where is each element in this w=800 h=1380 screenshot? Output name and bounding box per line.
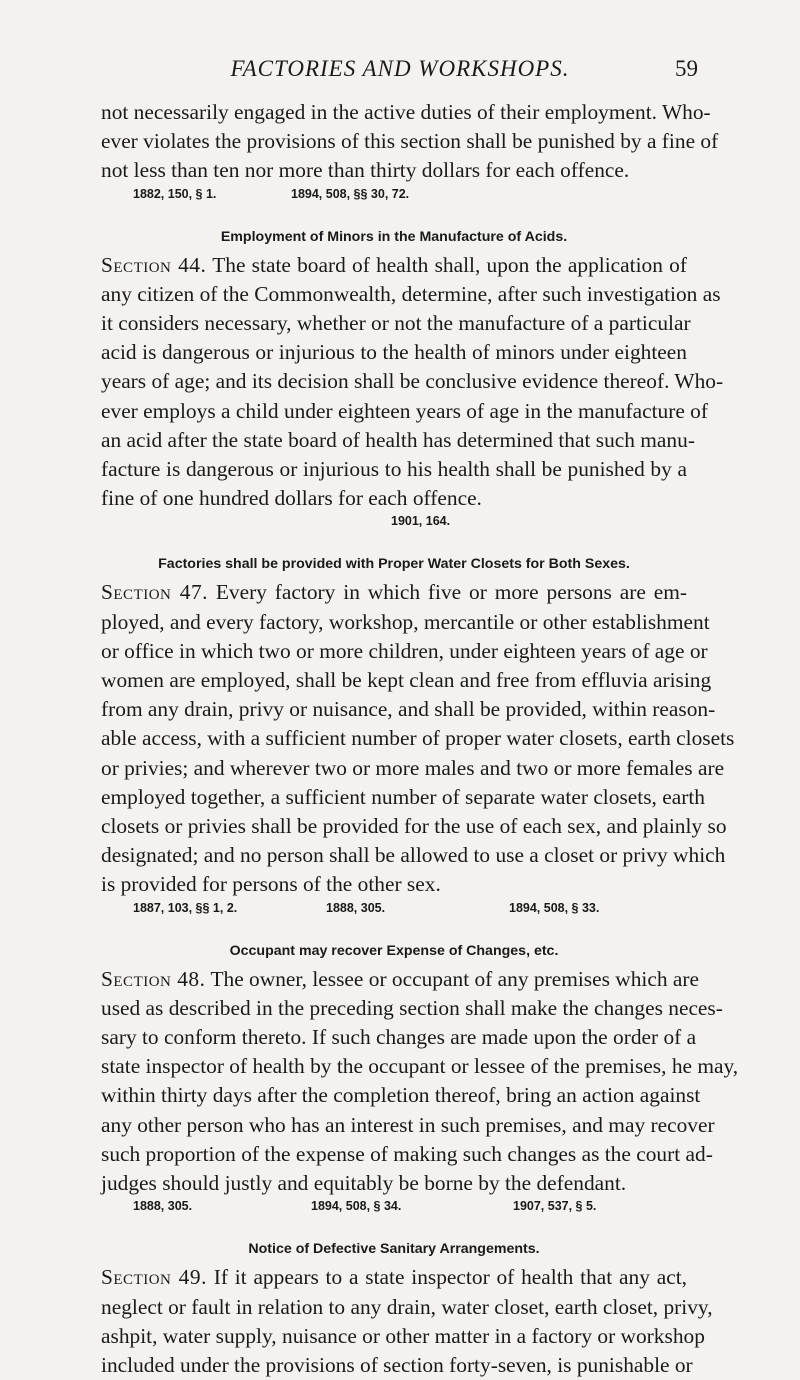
text-line: it considers necessary, whether or not the manufacture of a particular (101, 311, 691, 336)
text-line: judges should justly and equitably be borne by the defendant. (101, 1171, 627, 1196)
citation: 1894, 508, § 34. (311, 1199, 402, 1214)
text-line: such proportion of the expense of making such changes as the court ad- (101, 1141, 713, 1166)
text-line: closets or privies shall be provided for the use of each sex, and plainly so (101, 814, 727, 839)
citation: 1894, 508, § 33. (509, 900, 600, 915)
text-line: designated; and no person shall be allowed to use a closet or privy which (101, 843, 726, 868)
section-heading: Employment of Minors in the Manufacture of Acids. (220, 228, 568, 245)
section-48-paragraph (101, 965, 739, 1199)
text-line: state inspector of health by the occupant or lessee of the premises, he may, (101, 1054, 739, 1079)
text-line: any other person who has an interest in such premises, and may recover (101, 1112, 715, 1137)
text-line: women are employed, shall be kept clean and free from effluvia arising (101, 668, 712, 693)
text-line: any citizen of the Commonwealth, determine, after such investigation as (101, 281, 721, 306)
citation-line (101, 187, 687, 209)
text-line: or privies; and wherever two or more males and two or more females are (101, 755, 725, 780)
text-line: able access, with a sufficient number of proper water closets, earth closets (101, 726, 735, 751)
section-label: Section 48. (101, 966, 206, 991)
text-line: Section 48. The owner, lessee or occupant of any premises which are (101, 966, 700, 991)
text-line: from any drain, privy or nuisance, and shall be provided, within reason- (101, 697, 716, 722)
text-line: not necessarily engaged in the active duties of their employment. Who- (101, 100, 711, 124)
section-49-paragraph (101, 1263, 713, 1380)
section-heading: Notice of Defective Sanitary Arrangements. (248, 1241, 540, 1258)
text-line: ployed, and every factory, workshop, mercantile or other establishment (101, 609, 710, 634)
text-line: used as described in the preceding section shall make the changes neces- (101, 995, 723, 1020)
text-line: is provided for persons of the other sex. (101, 872, 441, 897)
section-heading: Occupant may recover Expense of Changes, etc. (229, 942, 559, 959)
text-line: acid is dangerous or injurious to the health of minors under eighteen (101, 340, 687, 365)
citation: 1888, 305. (133, 1199, 193, 1214)
text-line: included under the provisions of section forty-seven, is punishable or (101, 1352, 693, 1377)
text-line: within thirty days after the completion thereof, bring an action against (101, 1083, 701, 1108)
citation: 1907, 537, § 5. (513, 1199, 597, 1214)
running-head (0, 56, 800, 86)
text-line: Section 44. The state board of health shall, upon the application of (101, 252, 687, 277)
text-line: an acid after the state board of health has determined that such manu- (101, 427, 695, 452)
section-label: Section 47. (101, 580, 208, 605)
citation: 1887, 103, §§ 1, 2. (133, 900, 238, 915)
text-line: ever violates the provisions of this section shall be punished by a fine of (101, 129, 719, 154)
section-label: Section 49. (101, 1265, 207, 1290)
section-heading: Factories shall be provided with Proper Water Closets for Both Sexes. (158, 556, 630, 573)
citation-line (101, 1199, 687, 1221)
text-line: years of age; and its decision shall be conclusive evidence thereof. Who- (101, 369, 724, 394)
citation: 1882, 150, § 1. (133, 186, 217, 201)
section-label: Section 44. (101, 252, 207, 277)
text-line: Section 49. If it appears to a state inspector of health that any act, (101, 1265, 687, 1290)
text-line: not less than ten nor more than thirty dollars for each offence. (101, 158, 630, 183)
intro-paragraph (101, 98, 719, 186)
text-line: sary to conform thereto. If such changes are made upon the order of a (101, 1025, 697, 1050)
section-44-paragraph (101, 251, 724, 514)
text-line: employed together, a sufficient number of separate water closets, earth (101, 784, 705, 809)
page-number: 59 (675, 56, 698, 81)
running-title: FACTORIES AND WORKSHOPS. (230, 56, 570, 81)
citation: 1894, 508, §§ 30, 72. (291, 186, 410, 201)
text-line: neglect or fault in relation to any drain, water closet, earth closet, privy, (101, 1294, 713, 1319)
section-47-paragraph (101, 578, 735, 899)
citation: 1901, 164. (391, 514, 451, 529)
citation: 1888, 305. (326, 900, 386, 915)
body-text (101, 98, 739, 1380)
text-line: fine of one hundred dollars for each offence. (101, 486, 482, 511)
text-line: ashpit, water supply, nuisance or other matter in a factory or workshop (101, 1323, 705, 1348)
citation-line (101, 901, 687, 923)
text-line: facture is dangerous or injurious to his health shall be punished by a (101, 457, 687, 482)
text-line: Section 47. Every factory in which five or more persons are em- (101, 580, 687, 605)
text-line: or office in which two or more children, under eighteen years of age or (101, 638, 708, 663)
text-line: ever employs a child under eighteen years of age in the manufacture of (101, 398, 709, 423)
citation-line (101, 514, 687, 536)
